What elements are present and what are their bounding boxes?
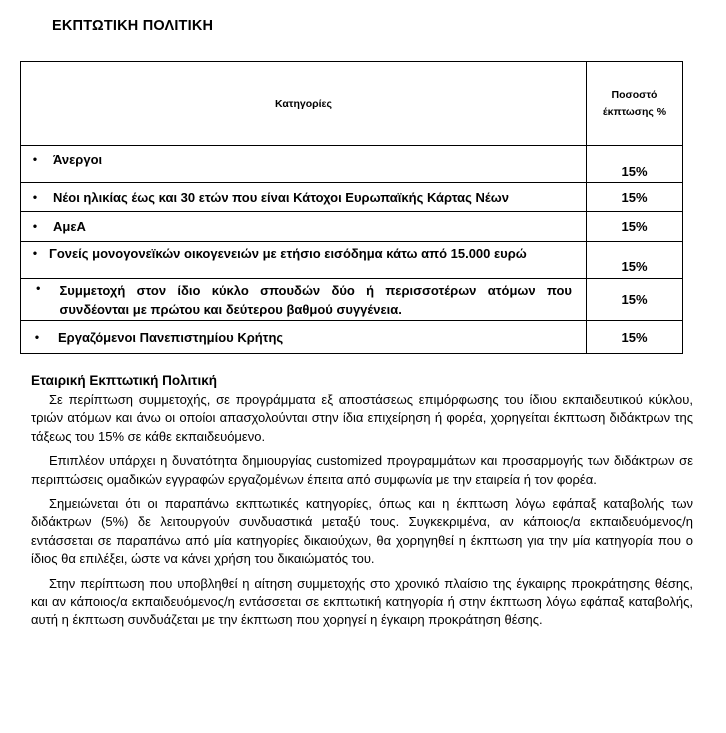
paragraph: Επιπλέον υπάρχει η δυνατότητα δημιουργίας customized προγραμμάτων και προσαρμογής των διδάκτρων σε περιπτώσεις ομαδικών εγγραφών εργαζομένων έπειτα από συμφωνία με την εταιρεία ή τον φορέα. bbox=[31, 453, 693, 487]
percent-cell: 15% bbox=[587, 321, 683, 354]
category-cell bbox=[21, 146, 587, 183]
table-row bbox=[21, 321, 683, 354]
table-row bbox=[21, 183, 683, 212]
category-text: Νέοι ηλικίας έως και 30 ετών που είναι Κάτοχοι Ευρωπαϊκής Κάρτας Νέων bbox=[53, 189, 509, 205]
category-cell bbox=[21, 212, 587, 242]
table-row bbox=[21, 212, 683, 242]
category-text: Εργαζόμενοι Πανεπιστημίου Κρήτης bbox=[58, 329, 284, 345]
paragraph: Στην περίπτωση που υποβληθεί η αίτηση συμμετοχής στο χρονικό πλαίσιο της έγκαιρης προκράτησης θέσης, και αν κάποιος/α εκπαιδευόμενος/η εντάσσεται σε εκπτωτική κατηγορία ή στην έκπτωση λόγω εφάπαξ καταβολής, αυτή η έκπτωση συνδυάζεται με την έκπτωση που χορηγεί η έγκαιρη προκράτηση θέσης. bbox=[31, 575, 693, 628]
category-cell bbox=[21, 279, 587, 321]
table-row bbox=[21, 279, 683, 321]
percent-cell: 15% bbox=[587, 279, 683, 321]
table-row bbox=[21, 242, 683, 279]
bullet-icon: • bbox=[36, 280, 41, 295]
section-heading: Εταιρική Εκπτωτική Πολιτική bbox=[31, 373, 217, 388]
percent-cell: 15% bbox=[587, 212, 683, 242]
category-text: Άνεργοι bbox=[53, 152, 103, 167]
corporate-policy-section bbox=[31, 371, 693, 636]
header-percent bbox=[587, 62, 683, 146]
percent-cell: 15% bbox=[587, 183, 683, 212]
bullet-icon: • bbox=[32, 189, 38, 204]
table-row bbox=[21, 146, 683, 183]
category-text: ΑμεΑ bbox=[53, 219, 86, 234]
header-percent-line1: Ποσοστό bbox=[611, 88, 658, 101]
category-cell bbox=[21, 321, 587, 354]
percent-cell: 15% bbox=[587, 242, 683, 279]
table-header-row bbox=[21, 62, 683, 146]
bullet-icon: • bbox=[32, 219, 38, 233]
discount-table bbox=[20, 61, 683, 354]
paragraph: Σημειώνεται ότι οι παραπάνω εκπτωτικές κατηγορίες, όπως και η έκπτωση λόγω εφάπαξ καταβολής των διδάκτρων (5%) δε λειτουργούν συνδυαστικά μεταξύ τους. Συγκεκριμένα, αν κάποιος/α εκπαιδευόμενος/η εντάσσεται σε παραπάνω από μία κατηγορίες δικαιούχων, θα χορηγηθεί η έκπτωση για την μία κατηγορία που ο ίδιος θα επιλέξει, ώστε να κάνει χρήση του δικαιώματός του. bbox=[31, 496, 693, 567]
bullet-icon: • bbox=[32, 152, 38, 166]
page-title: ΕΚΠΤΩΤΙΚΗ ΠΟΛΙΤΙΚΗ bbox=[52, 18, 214, 34]
category-cell bbox=[21, 242, 587, 279]
bullet-icon: • bbox=[32, 246, 38, 260]
category-text: Συμμετοχή στον ίδιο κύκλο σπουδών δύο ή περισσοτέρων ατόμων που συνδέονται με πρώτου και δεύτερου βαθμού συγγένεια. bbox=[59, 282, 572, 317]
percent-cell: 15% bbox=[587, 146, 683, 183]
category-cell bbox=[21, 183, 587, 212]
category-text: Γονείς μονογονεϊκών οικογενειών με ετήσιο εισόδημα κάτω από 15.000 ευρώ bbox=[49, 246, 527, 261]
paragraph: Σε περίπτωση συμμετοχής, σε προγράμματα εξ αποστάσεως επιμόρφωσης του ίδιου εκπαιδευτικού κύκλου, τριών ατόμων και άνω οι οποίοι απασχολούνται στην ίδια επιχείρηση ή φορέα, χορηγείται έκπτωση διδάκτρων της τάξεως του 15% σε κάθε εκπαιδευόμενο. bbox=[31, 392, 693, 444]
bullet-icon: • bbox=[34, 329, 40, 344]
header-categories: Κατηγορίες bbox=[21, 62, 587, 146]
header-percent-line2: έκπτωσης % bbox=[602, 105, 667, 118]
